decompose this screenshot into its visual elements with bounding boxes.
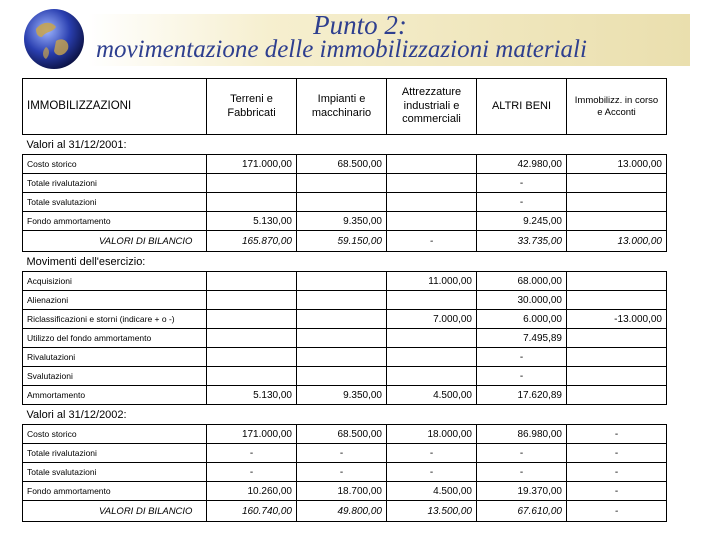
row-label: Utilizzo del fondo ammortamento xyxy=(23,329,207,348)
table-cell: 5.130,00 xyxy=(207,212,297,231)
section-2002 xyxy=(23,405,667,425)
row-label: Totale svalutazioni xyxy=(23,193,207,212)
table-cell: 9.245,00 xyxy=(477,212,567,231)
table-row xyxy=(23,348,667,367)
table-cell xyxy=(567,367,667,386)
table-cell xyxy=(387,329,477,348)
table-cell: - xyxy=(297,444,387,463)
table-cell: - xyxy=(477,367,567,386)
table-cell: 17.620,89 xyxy=(477,386,567,405)
table-cell: - xyxy=(207,444,297,463)
row-label: Fondo ammortamento xyxy=(23,212,207,231)
table-cell: 13.000,00 xyxy=(567,155,667,174)
table-cell: 18.700,00 xyxy=(297,482,387,501)
table-cell xyxy=(297,348,387,367)
table-cell xyxy=(567,193,667,212)
table-row xyxy=(23,291,667,310)
table-cell xyxy=(387,193,477,212)
table-cell xyxy=(567,272,667,291)
table-cell xyxy=(207,348,297,367)
table-cell: - xyxy=(567,444,667,463)
table-cell: - xyxy=(387,444,477,463)
table-cell: 4.500,00 xyxy=(387,482,477,501)
table-row xyxy=(23,444,667,463)
table-cell: 68.500,00 xyxy=(297,155,387,174)
table-row xyxy=(23,174,667,193)
table-row xyxy=(23,386,667,405)
table-cell: 9.350,00 xyxy=(297,212,387,231)
assets-table xyxy=(22,78,667,522)
col-header-immobilizzazioni: IMMOBILIZZAZIONI xyxy=(23,79,207,135)
table-cell: 67.610,00 xyxy=(477,501,567,522)
table-cell: - xyxy=(567,425,667,444)
section-2001 xyxy=(23,135,667,155)
table-cell xyxy=(567,212,667,231)
table-cell xyxy=(387,174,477,193)
table-cell: 42.980,00 xyxy=(477,155,567,174)
table-cell: 7.000,00 xyxy=(387,310,477,329)
table-cell xyxy=(207,310,297,329)
row-label: Totale rivalutazioni xyxy=(23,444,207,463)
section-title: Movimenti dell'esercizio: xyxy=(23,252,667,272)
table-cell: 30.000,00 xyxy=(477,291,567,310)
table-cell: - xyxy=(567,463,667,482)
table-cell xyxy=(207,193,297,212)
title-line-2: movimentazione delle immobilizzazioni materiali xyxy=(96,36,587,63)
table-cell: - xyxy=(477,348,567,367)
table-cell: 59.150,00 xyxy=(297,231,387,252)
table-cell xyxy=(567,386,667,405)
table-cell: - xyxy=(477,193,567,212)
table-row xyxy=(23,272,667,291)
table-cell: - xyxy=(567,482,667,501)
row-label: Svalutazioni xyxy=(23,367,207,386)
table-row xyxy=(23,212,667,231)
table-row xyxy=(23,501,667,522)
table-cell xyxy=(387,212,477,231)
table-cell: - xyxy=(387,463,477,482)
table-cell: 68.000,00 xyxy=(477,272,567,291)
table-cell: - xyxy=(477,463,567,482)
table-cell: 160.740,00 xyxy=(207,501,297,522)
row-label: Fondo ammortamento xyxy=(23,482,207,501)
table-cell: 86.980,00 xyxy=(477,425,567,444)
table-row xyxy=(23,425,667,444)
table-cell: 33.735,00 xyxy=(477,231,567,252)
table-row xyxy=(23,329,667,348)
table-cell xyxy=(387,155,477,174)
col-header-terreni: Terreni e Fabbricati xyxy=(207,79,297,135)
table-cell xyxy=(207,174,297,193)
col-header-in-corso: Immobilizz. in corso e Acconti xyxy=(567,79,667,135)
table-row xyxy=(23,231,667,252)
title-line-1: Punto 2: xyxy=(313,10,407,40)
table-cell: 49.800,00 xyxy=(297,501,387,522)
table-cell xyxy=(387,348,477,367)
row-label: Totale svalutazioni xyxy=(23,463,207,482)
row-label: Totale rivalutazioni xyxy=(23,174,207,193)
table-cell: 68.500,00 xyxy=(297,425,387,444)
col-header-attrezzature: Attrezzature industriali e commerciali xyxy=(387,79,477,135)
row-label: Alienazioni xyxy=(23,291,207,310)
row-label: Acquisizioni xyxy=(23,272,207,291)
table-cell xyxy=(207,291,297,310)
table-cell xyxy=(297,272,387,291)
table-cell: 19.370,00 xyxy=(477,482,567,501)
table-cell xyxy=(207,367,297,386)
table-cell xyxy=(297,174,387,193)
table-cell: 9.350,00 xyxy=(297,386,387,405)
table-row xyxy=(23,463,667,482)
row-label: Costo storico xyxy=(23,425,207,444)
row-label: VALORI DI BILANCIO xyxy=(23,231,207,252)
table-cell xyxy=(297,291,387,310)
table-cell xyxy=(387,291,477,310)
table-cell: - xyxy=(567,501,667,522)
header-row xyxy=(23,79,667,135)
table-row xyxy=(23,155,667,174)
table-cell: 171.000,00 xyxy=(207,425,297,444)
col-header-altri-beni: ALTRI BENI xyxy=(477,79,567,135)
section-movimenti xyxy=(23,252,667,272)
table-cell: 6.000,00 xyxy=(477,310,567,329)
col-header-impianti: Impianti e macchinario xyxy=(297,79,387,135)
row-label: Riclassificazioni e storni (indicare + o -) xyxy=(23,310,207,329)
table-cell xyxy=(297,329,387,348)
row-label: Ammortamento xyxy=(23,386,207,405)
table-cell: 171.000,00 xyxy=(207,155,297,174)
table-cell: 13.500,00 xyxy=(387,501,477,522)
table-cell xyxy=(387,367,477,386)
table-cell xyxy=(207,272,297,291)
table-cell xyxy=(567,291,667,310)
table-cell xyxy=(297,193,387,212)
table-cell: 11.000,00 xyxy=(387,272,477,291)
row-label: Costo storico xyxy=(23,155,207,174)
table-cell: 10.260,00 xyxy=(207,482,297,501)
table-cell: - xyxy=(477,174,567,193)
table-cell: 165.870,00 xyxy=(207,231,297,252)
table-cell: - xyxy=(387,231,477,252)
table-cell xyxy=(567,348,667,367)
table-row xyxy=(23,310,667,329)
table-cell: - xyxy=(207,463,297,482)
section-title: Valori al 31/12/2002: xyxy=(23,405,667,425)
table-cell xyxy=(207,329,297,348)
table-cell: - xyxy=(477,444,567,463)
table-cell: -13.000,00 xyxy=(567,310,667,329)
table-cell xyxy=(297,367,387,386)
row-label: Rivalutazioni xyxy=(23,348,207,367)
table-row xyxy=(23,482,667,501)
table-cell: 7.495,89 xyxy=(477,329,567,348)
table-cell xyxy=(567,174,667,193)
table-cell: - xyxy=(297,463,387,482)
table-cell xyxy=(297,310,387,329)
table-cell: 4.500,00 xyxy=(387,386,477,405)
table-cell: 13.000,00 xyxy=(567,231,667,252)
section-title: Valori al 31/12/2001: xyxy=(23,135,667,155)
table-cell xyxy=(567,329,667,348)
row-label: VALORI DI BILANCIO xyxy=(23,501,207,522)
table-row xyxy=(23,193,667,212)
table-cell: 5.130,00 xyxy=(207,386,297,405)
table-cell: 18.000,00 xyxy=(387,425,477,444)
table-row xyxy=(23,367,667,386)
